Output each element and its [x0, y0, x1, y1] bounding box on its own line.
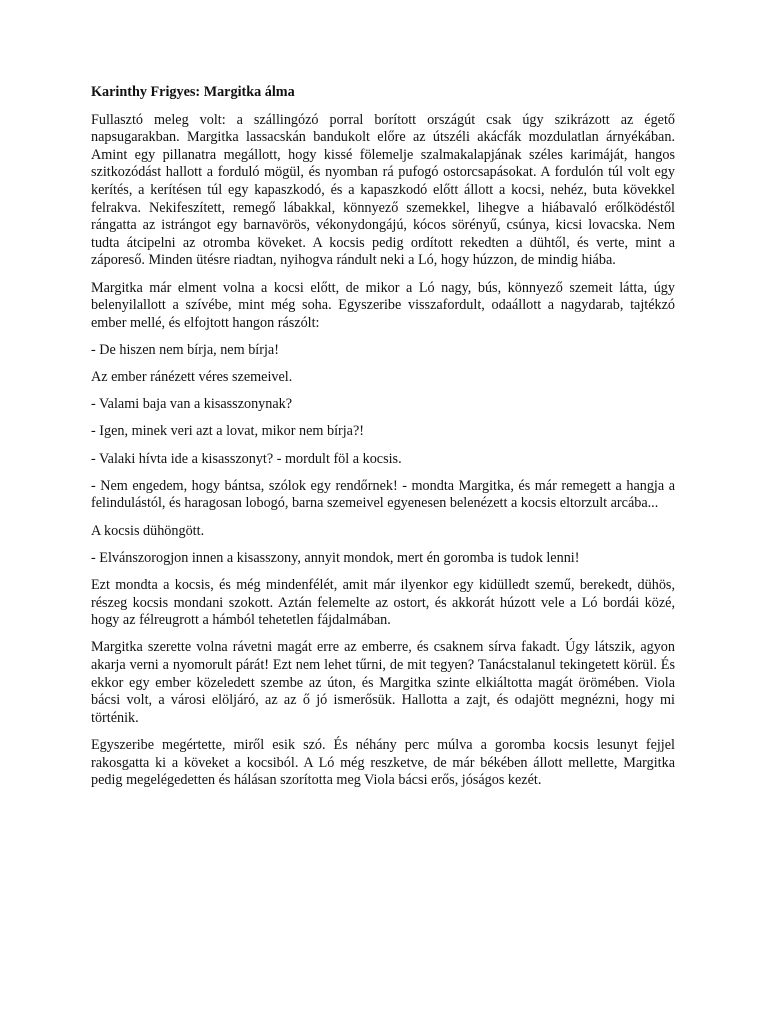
paragraph-6: - Igen, minek veri azt a lovat, mikor nem bírja?! [91, 423, 365, 440]
paragraph-7: - Valaki hívta ide a kisasszonyt? - mordult föl a kocsis. [91, 450, 402, 467]
paragraph-1: Fullasztó meleg volt: a szállingózó porral borított országút csak úgy szikrázott az égető napsugarakban. Margitka lassacskán bandukolt előre az útszéli akácfák mozdulatlan árnyékában. Amint egy pillanatra megállott, hogy kissé fölemelje szalmakalapjának széles karimáját, hangos szitkozódást hallott a forduló mögül, és nyomban rá pufogó ostorcsapásokat. A fordulón túl volt egy kerítés, a kerítésen túl egy kapaszkodó, és a kapaszkodó előtt állott a kocsi, nehéz, buta kövekkel felrakva. Nekifeszített, remegő lábakkal, könnyező szemekkel, lihegve a hiábavaló erőlködéstől rángatta az istrángot egy barnavörös, vékonydongájú, kócos sörényű, csúnya, kicsi lovacska. Nem tudta átcipelni az otromba köveket. A kocsis pedig ordított rekedten a dühtől, és verte, mint a záporeső. Minden ütésre riadtan, nyihogva rándult neki a Ló, hogy húzzon, de mindig hiába. [91, 111, 675, 269]
paragraph-3: - De hiszen nem bírja, nem bírja! [91, 341, 279, 358]
paragraph-11: Ezt mondta a kocsis, és még mindenfélét, amit már ilyenkor egy kidülledt szemű, berekedt, dühös, részeg kocsis mondani szokott. Aztán felemelte az ostort, és akkorát húzott vele a Ló bordái közé, hogy az félreugrott a hámból tehetetlen fájdalmában. [91, 577, 675, 629]
paragraph-8: - Nem engedem, hogy bántsa, szólok egy rendőrnek! - mondta Margitka, és már remegett a hangja a felindulástól, és haragosan lobogó, barna szemeivel egyenesen belenézett a kocsis eltorzult arcába... [91, 477, 675, 512]
document-page [91, 84, 675, 799]
paragraph-4: Az ember ránézett véres szemeivel. [91, 369, 293, 386]
paragraph-2: Margitka már elment volna a kocsi előtt, de mikor a Ló nagy, bús, könnyező szemeit látta, úgy belenyilallott a szívébe, mint még soha. Egyszeribe visszafordult, odaállott a nagydarab, tajtékzó ember mellé, és elfojtott hangon rászólt: [91, 279, 675, 331]
paragraph-9: A kocsis dühöngött. [91, 522, 205, 539]
document-title: Karinthy Frigyes: Margitka álma [91, 84, 295, 100]
paragraph-10: - Elvánszorogjon innen a kisasszony, annyit mondok, mert én goromba is tudok lenni! [91, 549, 580, 566]
paragraph-12: Margitka szerette volna rávetni magát erre az emberre, és csaknem sírva fakadt. Úgy látszik, agyon akarja verni a nyomorult párát! Ezt nem lehet tűrni, de mit tegyen? Tanácstalanul tekingetett körül. És ekkor egy ember közeledett szembe az úton, és Margitka szinte elkiáltotta magát örömében. Viola bácsi volt, a városi elöljáró, az az ő jó ismerősük. Hallotta a zajt, és odajött megnézni, hogy mi történik. [91, 639, 675, 726]
paragraph-5: - Valami baja van a kisasszonynak? [91, 396, 293, 413]
paragraph-13: Egyszeribe megértette, miről esik szó. És néhány perc múlva a goromba kocsis lesunyt fejjel rakosgatta ki a köveket a kocsiból. A Ló még reszketve, de már békében állott mellette, Margitka pedig megelégedetten és hálásan szorította meg Viola bácsi erős, jóságos kezét. [91, 736, 675, 789]
